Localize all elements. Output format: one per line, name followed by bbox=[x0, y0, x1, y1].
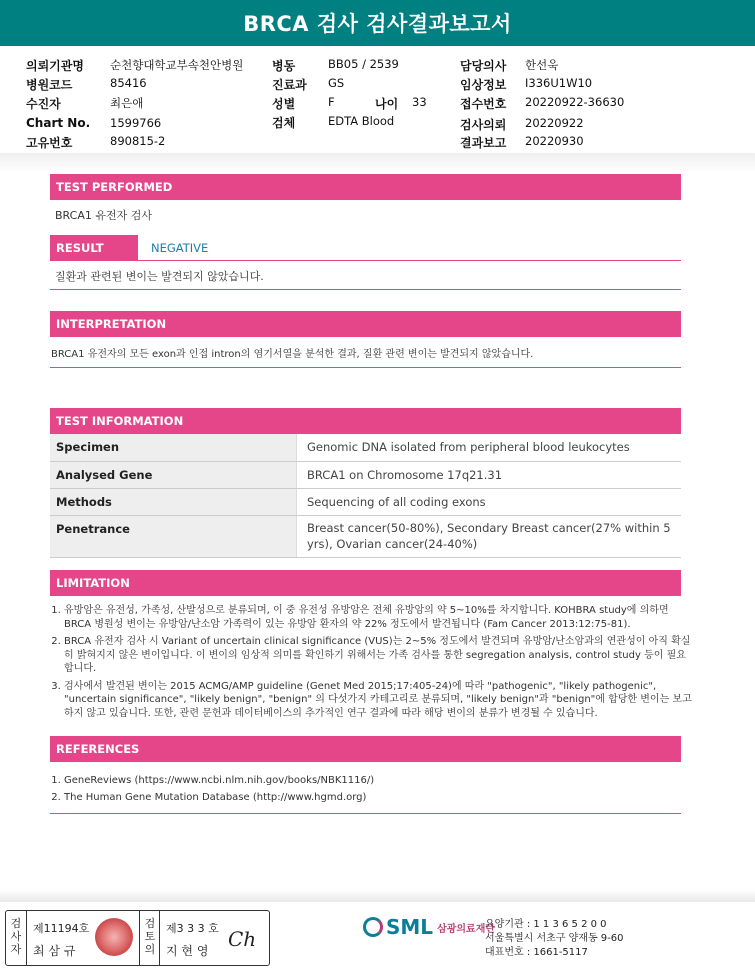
result-label: RESULT bbox=[56, 241, 104, 255]
receipt-no-value: 20220922-36630 bbox=[525, 95, 625, 109]
org-address bbox=[485, 918, 624, 960]
reviewer-license: 제3 3 3 호 bbox=[166, 922, 219, 935]
list-item: 2. BRCA 유전자 검사 시 Variant of uncertain clinical significance (VUS)는 2~5% 정도에서 발견되며 유방암/난소암과의 연관성이 아직 확실히 밝혀지지 않은 변이입니다. 이 변이의 임상적 의미를 확인하기 위해서는 가족 검사를 통한 segregation analysis, control study 등이 필요합니다. bbox=[64, 635, 694, 676]
limitation-title: LIMITATION bbox=[56, 576, 130, 590]
interpretation-heading bbox=[50, 311, 681, 337]
logo-icon bbox=[363, 917, 383, 937]
list-item: 1. GeneReviews (https://www.ncbi.nlm.nih.gov/books/NBK1116/) bbox=[64, 772, 684, 789]
hospital-value: 순천향대학교부속천안병원 bbox=[110, 58, 244, 72]
address-line: 서울특별시 서초구 양재동 9-60 bbox=[485, 933, 624, 944]
report-title: BRCA 검사 검사결과보고서 bbox=[0, 0, 755, 46]
info-value: Breast cancer(50-80%), Secondary Breast cancer(27% within 5 yrs), Ovarian cancer(24-40%) bbox=[297, 515, 682, 557]
reviewer-label: 검토의 bbox=[144, 917, 156, 956]
specimen-label: 검체 bbox=[272, 116, 296, 130]
report-date-value: 20220930 bbox=[525, 134, 584, 148]
request-date-value: 20220922 bbox=[525, 116, 584, 130]
interpretation-title: INTERPRETATION bbox=[56, 317, 167, 331]
reviewer-name: 지 현 영 bbox=[166, 944, 209, 958]
info-key: Specimen bbox=[50, 434, 297, 461]
address-line: 대표번호 : 1661-5117 bbox=[485, 947, 588, 958]
limitation-list bbox=[50, 604, 694, 724]
specimen-value: EDTA Blood bbox=[328, 114, 395, 128]
org-name: 삼광의료재단 bbox=[437, 923, 496, 935]
organization-logo bbox=[363, 915, 495, 939]
chart-no-value: 1599766 bbox=[110, 116, 162, 130]
chart-no-label: Chart No. bbox=[26, 116, 91, 130]
list-item: 3. 검사에서 발견된 변이는 2015 ACMG/AMP guideline (Genet Med 2015;17:405-24)에 따라 "pathogenic", "likely pathogenic", "uncertain significance", "likely benign", "benign" 의 다섯가지 카테고리로 분류되며, "likely benign"과 "benign"에 합당한 변이는 보고하지 않고 있습니다. 또한, 관련 문헌과 데이터베이스의 추가적인 연구 결과에 따라 해당 변이의 분류가 변경될 수 있습니다. bbox=[64, 680, 694, 721]
doctor-value: 한선욱 bbox=[525, 58, 559, 72]
age-label: 나이 bbox=[375, 97, 399, 111]
address-line: 요양기관 : 1 1 3 6 5 2 0 0 bbox=[485, 919, 607, 930]
signature-box bbox=[5, 910, 270, 966]
interpretation-divider bbox=[50, 367, 681, 368]
age-value: 33 bbox=[412, 95, 427, 109]
info-key: Methods bbox=[50, 488, 297, 515]
report-date-label: 결과보고 bbox=[460, 136, 507, 150]
logo-text: SML bbox=[386, 915, 434, 939]
test-performed-heading bbox=[50, 174, 681, 200]
list-item: 1. 유방암은 유전성, 가족성, 산발성으로 분류되며, 이 중 유전성 유방암은 전체 유방암의 약 5~10%를 차지합니다. KOHBRA study에 의하면 BRCA 병원성 변이는 유방암/난소암 가족력이 있는 유방암 환자의 약 22% 정도에서 발견됩니다 (Fam Cancer 2013:12:75-81). bbox=[64, 604, 694, 631]
hospital-code-value: 85416 bbox=[110, 76, 147, 90]
signature-mark: Ch bbox=[228, 927, 257, 951]
result-text: 질환과 관련된 변이는 발견되지 않았습니다. bbox=[55, 270, 264, 283]
tester-license: 제11194호 bbox=[33, 922, 90, 935]
doctor-label: 담당의사 bbox=[460, 59, 507, 73]
list-item: 2. The Human Gene Mutation Database (http://www.hgmd.org) bbox=[64, 789, 684, 806]
tester-label: 검사자 bbox=[10, 917, 22, 956]
info-key: Penetrance bbox=[50, 515, 297, 557]
limitation-heading bbox=[50, 570, 681, 596]
unique-no-label: 고유번호 bbox=[26, 136, 73, 150]
receipt-no-label: 접수번호 bbox=[460, 97, 507, 111]
tester-name: 최 삼 규 bbox=[33, 944, 76, 958]
info-value: Sequencing of all coding exons bbox=[297, 488, 682, 515]
hospital-code-label: 병원코드 bbox=[26, 78, 73, 92]
patient-value: 최은애 bbox=[110, 96, 144, 110]
sex-label: 성별 bbox=[272, 97, 296, 111]
request-date-label: 검사의뢰 bbox=[460, 118, 507, 132]
test-information-table bbox=[50, 434, 681, 558]
seal-stamp bbox=[95, 918, 133, 956]
test-performed-text: BRCA1 유전자 검사 bbox=[55, 209, 152, 222]
dept-label: 진료과 bbox=[272, 78, 307, 92]
references-list bbox=[50, 772, 684, 806]
info-value: Genomic DNA isolated from peripheral blood leukocytes bbox=[297, 434, 682, 461]
dept-value: GS bbox=[328, 76, 345, 90]
info-value: BRCA1 on Chromosome 17q21.31 bbox=[297, 461, 682, 488]
info-key: Analysed Gene bbox=[50, 461, 297, 488]
ward-label: 병동 bbox=[272, 59, 296, 73]
table-row bbox=[50, 515, 681, 557]
hospital-label: 의뢰기관명 bbox=[26, 59, 84, 73]
references-title: REFERENCES bbox=[56, 742, 140, 756]
sex-value: F bbox=[328, 95, 335, 109]
table-row bbox=[50, 461, 681, 488]
table-row bbox=[50, 434, 681, 461]
test-information-title: TEST INFORMATION bbox=[56, 414, 184, 428]
references-divider bbox=[50, 813, 681, 814]
test-information-heading bbox=[50, 408, 681, 434]
clinical-info-value: I336U1W10 bbox=[525, 76, 593, 90]
header-divider bbox=[0, 153, 755, 173]
result-row bbox=[50, 235, 681, 261]
ward-value: BB05 / 2539 bbox=[328, 57, 399, 71]
test-performed-title: TEST PERFORMED bbox=[56, 180, 173, 194]
interpretation-text: BRCA1 유전자의 모든 exon과 인접 intron의 염기서열을 분석한 결과, 질환 관련 변이는 발견되지 않았습니다. bbox=[51, 349, 534, 360]
result-divider bbox=[50, 289, 681, 290]
footer-divider bbox=[0, 890, 755, 902]
clinical-info-label: 임상정보 bbox=[460, 78, 507, 92]
table-row bbox=[50, 488, 681, 515]
patient-label: 수진자 bbox=[26, 97, 61, 111]
references-heading bbox=[50, 736, 681, 762]
result-value: NEGATIVE bbox=[138, 235, 681, 261]
unique-no-value: 890815-2 bbox=[110, 134, 166, 148]
